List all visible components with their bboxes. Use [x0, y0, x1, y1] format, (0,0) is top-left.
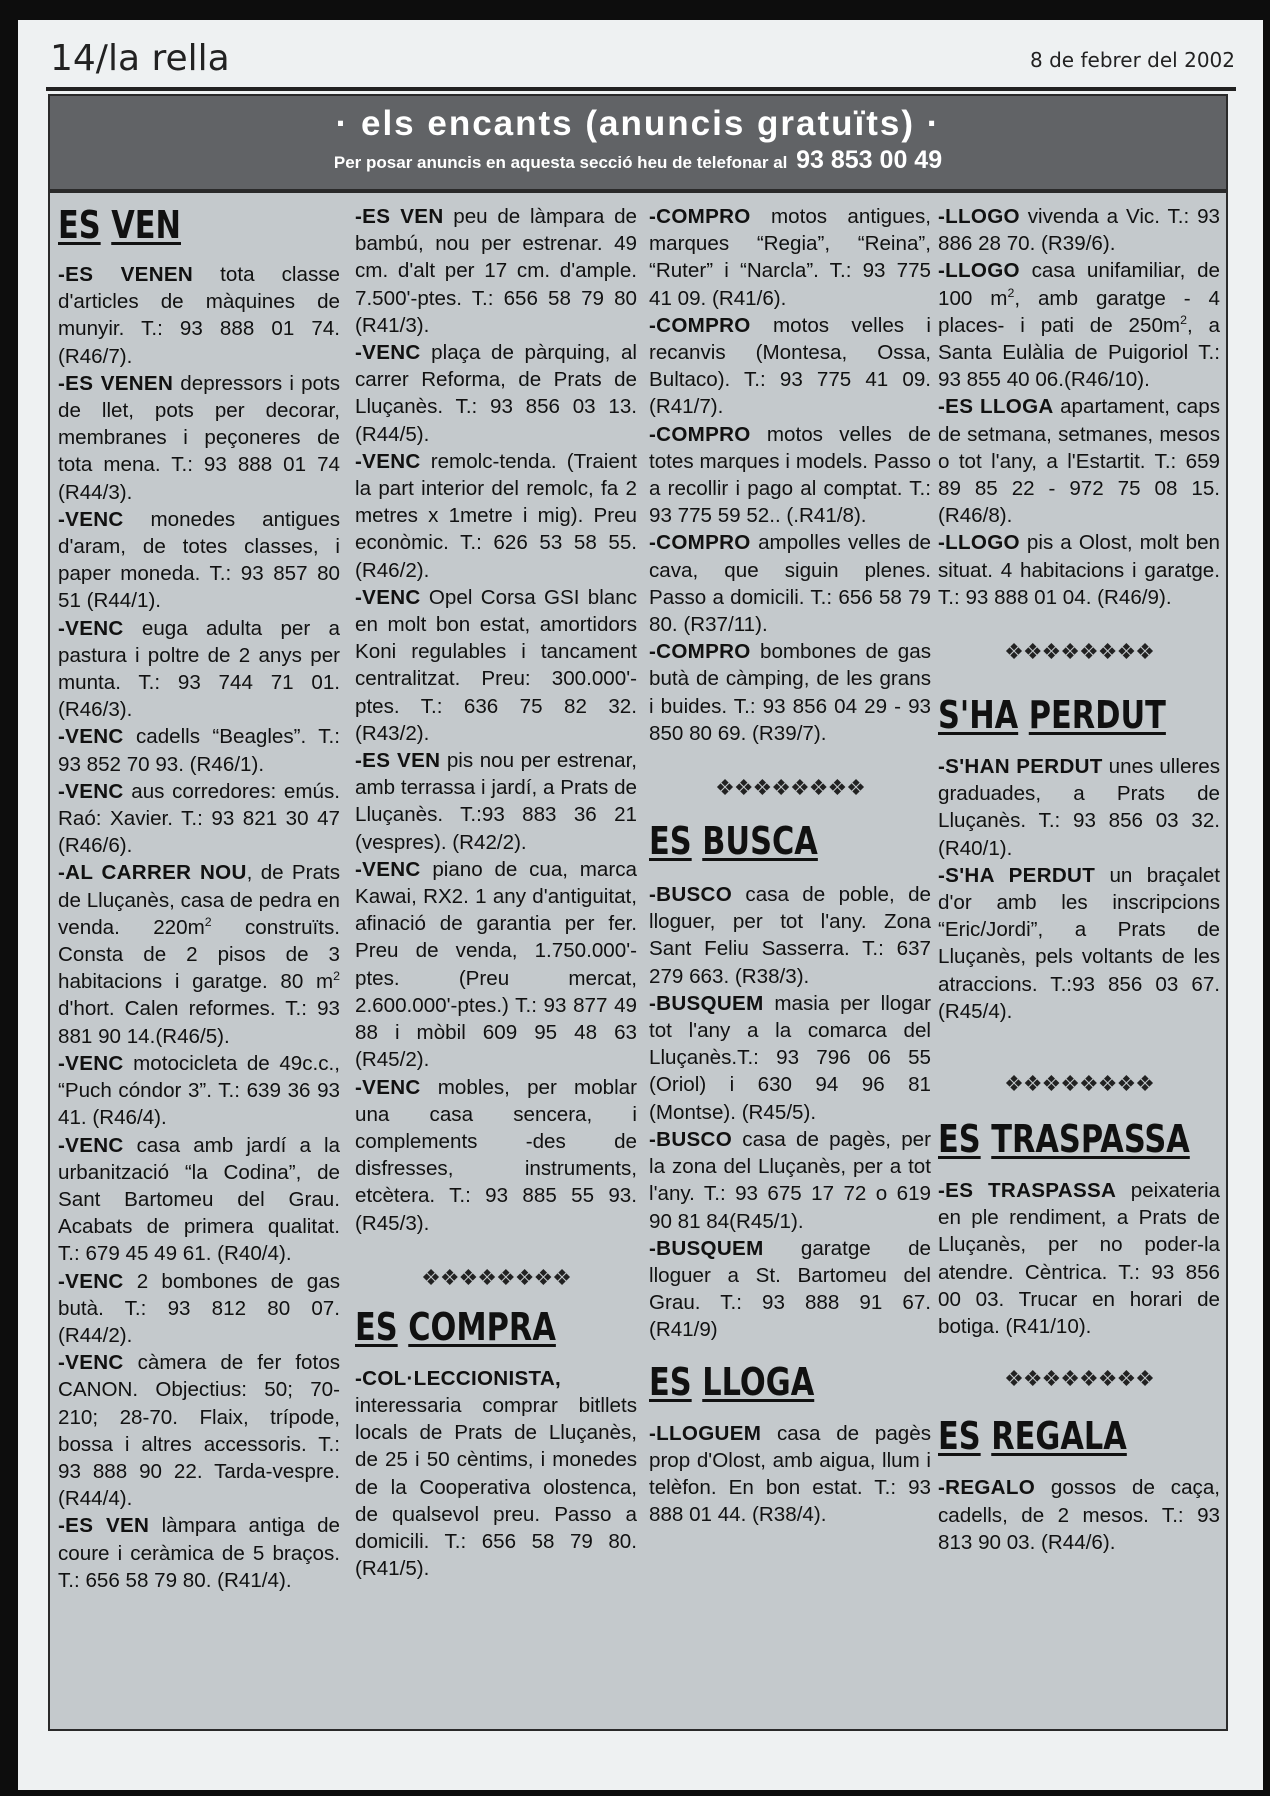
classified-ad: [938, 753, 1220, 862]
ad-text: Opel Corsa GSI blanc en molt bon estat, amortidors Koni regulables i tancament centralitzat. Preu: 300.000'- ptes. T.: 636 75 82 32. (R43/2).: [355, 585, 637, 745]
classified-ad: [649, 1126, 931, 1235]
page-number: 14/la rella: [50, 38, 230, 79]
section-title-es-busca: [649, 819, 875, 863]
ad-text: remolc-tenda. (Traient la part interior del remolc, fa 2 metres x 1metre i mig). Preu econòmic. T.: 626 53 58 55. (R46/2).: [355, 449, 637, 582]
classified-ad: [649, 312, 931, 421]
classified-ad: [938, 862, 1220, 1025]
ad-text: pis nou per estrenar, amb terrassa i jardí, a Prats de Lluçanès. T.:93 883 36 21 (vespres). (R42/2).: [355, 749, 638, 854]
issue-date: 8 de febrer del 2002: [1030, 48, 1235, 72]
section-title-word: BUSCA: [702, 819, 818, 864]
ad-keyword: -ES LLOGA: [938, 395, 1054, 419]
classified-ad: [649, 1235, 931, 1344]
ad-text: motos velles de totes marques i models. Passo a recollir i pago al comptat. T.: 93 775 59 52.. (.R41/8).: [649, 422, 931, 528]
classified-ad: [355, 1074, 637, 1237]
classified-ad: [938, 393, 1220, 529]
ad-keyword: -VENC: [58, 616, 124, 640]
ad-text: mobles, per moblar una casa sencera, i complements -des de disfresses, instruments, etcètera. T.: 93 885 55 93. (R45/3).: [355, 1075, 637, 1235]
section-title-word: ES: [649, 1359, 692, 1404]
classified-ad: [355, 1365, 637, 1583]
ad-text: casa de pagès, per la zona del Lluçanès, per a tot l'any. T.: 93 675 17 72 o 619 90 81 84(R45/1).: [649, 1127, 931, 1233]
ad-keyword: -BUSQUEM: [649, 991, 764, 1015]
classified-ad: [58, 1512, 340, 1594]
ad-text: masia per llogar tot l'any a la comarca del Lluçanès.T.: 93 796 06 55 (Oriol) i 630 94 96 81 (Montse). (R45/5).: [649, 991, 931, 1124]
ad-text: cadells “Beagles”. T.: 93 852 70 93. (R46/1).: [58, 725, 340, 776]
ad-keyword: -VENC: [58, 725, 124, 749]
ad-text: làmpara antiga de coure i ceràmica de 5 braços. T.: 656 58 79 80. (R41/4).: [58, 1514, 340, 1592]
ad-text: , de Prats de Lluçanès, casa de pedra en venda. $220m^2$ construïts. Consta de 2 pisos de 3 habitacions i garatge. 80 $m^2$ d'hort. Calen reformes. T.: 93 881 90 14.(R46/5).: [58, 861, 340, 1048]
ad-text: gossos de caça, cadells, de 2 mesos. T.: 93 813 90 03. (R44/6).: [938, 1476, 1220, 1554]
classified-ad: [58, 1132, 340, 1268]
ad-text: un braçalet d'or amb les inscripcions “Eric/Jordi”, a Prats de Lluçanès, pels voltants de les atraccions. T.:93 856 03 67. (R45/4).: [938, 863, 1220, 1023]
ad-text: motos antigues, marques “Regia”, “Reina”, “Ruter” i “Narcla”. T.: 93 775 41 09. (R41/6).: [649, 205, 931, 310]
ad-keyword: -VENC: [58, 1351, 124, 1375]
ad-text: peu de làmpara de bambú, nou per estrenar. 49 cm. d'alt per 17 cm. d'ample. 7.500'-ptes. T.: 656 58 79 80 (R41/3).: [355, 205, 638, 337]
ad-text: ampolles velles de cava, que siguin plenes. Passo a domicili. T.: 656 58 79 80. (R37/11).: [649, 531, 931, 637]
ad-keyword: -VENC: [58, 1051, 124, 1075]
ad-keyword: -BUSCO: [649, 1127, 733, 1151]
section-title-word: COMPRA: [408, 1304, 556, 1349]
classified-ad: [355, 448, 637, 584]
ad-text: motos velles i recanvis (Montesa, Ossa, Bultaco). T.: 93 775 41 09.(R41/7).: [649, 313, 931, 419]
section-banner: [48, 94, 1228, 191]
ad-keyword: -COMPRO: [649, 640, 751, 664]
ad-text: monedes antigues d'aram, de totes classes, i paper moneda. T.: 93 857 80 51 (R44/1).: [58, 507, 340, 613]
newspaper-page: [18, 20, 1263, 1790]
ad-text: vivenda a Vic. T.: 93 886 28 70. (R39/6).: [938, 205, 1220, 256]
classified-ad: [649, 421, 931, 530]
section-title-es-regala: [938, 1414, 1164, 1458]
ad-text: bombones de gas butà de càmping, de les grans i buides. T.: 93 856 04 29 - 93 850 80 69. (R39/7).: [649, 640, 931, 745]
classified-ad: [355, 339, 637, 448]
column-3: [649, 193, 931, 1528]
ad-keyword: -VENC: [58, 779, 124, 803]
header-rule: [46, 87, 1236, 91]
classified-ad: [58, 1349, 340, 1512]
classified-ad: [938, 1474, 1220, 1556]
ad-keyword: -ES VENEN: [58, 263, 194, 286]
ad-list: [938, 1177, 1220, 1340]
classified-ad: [355, 747, 637, 856]
section-title-es-ven: [58, 203, 284, 247]
classified-ad: [58, 723, 340, 777]
ad-keyword: -ES VENEN: [58, 371, 174, 395]
ad-keyword: -VENC: [58, 1133, 124, 1157]
ad-text: 2 bombones de gas butà. T.: 93 812 80 07. (R44/2).: [58, 1269, 340, 1347]
classified-ad: [355, 584, 637, 747]
section-title-es-lloga: [649, 1360, 875, 1404]
section-title-word: LLOGA: [702, 1359, 815, 1404]
section-title-word: REGALA: [991, 1414, 1127, 1459]
ad-keyword: -VENC: [355, 341, 421, 365]
section-title-word: ES: [938, 1117, 981, 1162]
classified-ad: [649, 881, 931, 990]
ad-text: casa de pagès prop d'Olost, amb aigua, llum i telèfon. En bon estat. T.: 93 888 01 44. (R38/4).: [649, 1421, 931, 1527]
classified-ad: [58, 370, 340, 506]
ad-text: apartament, caps de setmana, setmanes, mesos o tot l'any, a l'Estartit. T.: 659 89 85 22 - 972 75 08 15. (R46/8).: [938, 395, 1221, 528]
classifieds-box: [48, 191, 1228, 1731]
classified-ad: [938, 203, 1220, 257]
ad-text: plaça de pàrquing, al carrer Reforma, de Prats de Lluçanès. T.: 93 856 03 13. (R44/5).: [355, 341, 637, 446]
ad-text: depressors i pots de llet, pots per decorar, membranes i peçoneres de tota mena. T.: 93 888 01 74 (R44/3).: [58, 371, 340, 504]
ad-keyword: -ES VEN: [355, 205, 444, 228]
diamond-ornament-icon: ❖❖❖❖❖❖❖❖: [1004, 1071, 1154, 1097]
ad-text: garatge de lloguer a St. Bartomeu del Grau. T.: 93 888 91 67. (R41/9): [649, 1236, 931, 1342]
column-4: [938, 193, 1220, 1556]
classified-ad: [649, 638, 931, 747]
classified-ad: [58, 261, 340, 370]
ad-text: casa amb jardí a la urbanització “la Codina”, de Sant Bartomeu del Grau. Acabats de primera qualitat. T.: 679 45 49 61. (R40/4).: [58, 1133, 340, 1266]
ad-list: [938, 753, 1220, 1025]
ad-keyword: -VENC: [355, 1075, 421, 1099]
classified-ad: [58, 778, 340, 860]
ad-keyword: -COMPRO: [649, 205, 751, 228]
section-title-es-compra: [355, 1305, 581, 1349]
ad-keyword: -ES VEN: [355, 749, 441, 773]
ad-keyword: -COL·LECCIONISTA,: [355, 1366, 562, 1390]
ad-list: [355, 1365, 637, 1583]
ad-list: [649, 881, 931, 1343]
ad-text: interessaria comprar bitllets locals de Prats de Lluçanès, de 25 i 50 cèntims, i monedes de la Cooperativa olostenca, de qualsevol preu. Passo a domicili. T.: 656 58 79 80. (R41/5).: [355, 1393, 637, 1581]
classified-ad: [649, 529, 931, 638]
classified-ad: [649, 990, 931, 1126]
ad-text: peixateria en ple rendiment, a Prats de Lluçanès, per no poder-la atendre. Cèntrica. T.: 93 856 00 03. Trucar en horari de botiga. (R41/10).: [938, 1179, 1221, 1339]
ad-keyword: -VENC: [355, 449, 421, 473]
ad-keyword: -LLOGO: [938, 259, 1020, 283]
ad-keyword: -COMPRO: [649, 313, 751, 337]
column-1: [58, 193, 340, 1594]
ad-text: càmera de fer fotos CANON. Objectius: 50; 70-210; 28-70. Flaix, trípode, bossa i altres accessoris. T.: 93 888 90 22. Tarda-vespre. (R44/4).: [58, 1351, 340, 1511]
ad-text: casa de poble, de lloguer, per tot l'any. Zona Sant Feliu Sasserra. T.: 637 279 663. (R38/3).: [649, 883, 931, 988]
ad-keyword: -ES TRASPASSA: [938, 1179, 1117, 1203]
classified-ad: [58, 1050, 340, 1132]
ad-keyword: -S'HAN PERDUT: [938, 755, 1103, 779]
ad-keyword: -COMPRO: [649, 422, 751, 446]
ad-text: piano de cua, marca Kawai, RX2. 1 any d'antiguitat, afinació de garantia per fer. Preu de venda, 1.750.000'-ptes. (Preu mercat, 2.600.000'-ptes.) T.: 93 877 49 88 i mòbil 609 95 48 63 (R45/2).: [355, 857, 637, 1072]
ad-text: euga adulta per a pastura i poltre de 2 anys per munta. T.: 93 744 71 01. (R46/3).: [58, 616, 340, 722]
classified-ad: [58, 859, 340, 1049]
diamond-ornament-icon: ❖❖❖❖❖❖❖❖: [1004, 639, 1154, 665]
ad-text: unes ulleres graduades, a Prats de Lluçanès. T.: 93 856 03 32. (R40/1).: [938, 755, 1221, 860]
diamond-ornament-icon: ❖❖❖❖❖❖❖❖: [715, 775, 865, 801]
ad-list: [649, 1420, 931, 1529]
ad-list: [355, 203, 637, 1237]
banner-instructions: Per posar anuncis en aquesta secció heu de telefonar al: [333, 153, 788, 172]
ad-list: [938, 203, 1220, 611]
ad-keyword: -ES VEN: [58, 1514, 150, 1538]
section-title-word: PERDUT: [1028, 693, 1166, 738]
classified-ad: [938, 257, 1220, 393]
ad-text: casa unifamiliar, de 100 $m^2$, amb garatge - 4 places- i pati de $250m^2$, a Santa Eulàlia de Puigoriol T.: 93 855 40 06.(R46/10).: [938, 259, 1220, 392]
ad-keyword: -BUSCO: [649, 883, 733, 907]
ad-list: [938, 1474, 1220, 1556]
section-title-word: S'HA: [938, 693, 1019, 738]
ad-keyword: -REGALO: [938, 1476, 1036, 1500]
section-title-word: ES: [938, 1414, 981, 1459]
section-title-sha-perdut: [938, 693, 1164, 737]
ad-keyword: -LLOGO: [938, 205, 1020, 228]
section-title-word: VEN: [111, 203, 181, 247]
ad-text: tota classe d'articles de màquines de munyir. T.: 93 888 01 74. (R46/7).: [58, 263, 340, 368]
banner-title: · els encants (anuncis gratuïts) ·: [335, 104, 941, 143]
section-title-word: ES: [355, 1304, 398, 1349]
classified-ad: [58, 1268, 340, 1350]
ad-text: motocicleta de 49c.c., “Puch cóndor 3”. T.: 639 36 93 41. (R46/4).: [58, 1051, 340, 1130]
section-title-es-traspassa: [938, 1117, 1190, 1162]
banner-subtitle: [50, 146, 1226, 175]
ad-list: [58, 261, 340, 1594]
classified-ad: [355, 856, 637, 1074]
section-title-word: ES: [649, 819, 692, 864]
ad-list: [649, 203, 931, 747]
classified-ad: [58, 615, 340, 724]
ad-keyword: -AL CARRER NOU: [58, 861, 247, 885]
classified-ad: [649, 1420, 931, 1529]
column-2: [355, 193, 637, 1582]
classified-ad: [355, 203, 637, 339]
ad-text: pis a Olost, molt ben situat. 4 habitacions i garatge. T.: 93 888 01 04. (R46/9).: [938, 531, 1220, 609]
section-title-word: TRASPASSA: [991, 1117, 1190, 1162]
section-title-word: ES: [58, 203, 101, 247]
classified-ad: [649, 203, 931, 312]
ad-keyword: -LLOGO: [938, 531, 1020, 555]
classified-ad: [938, 529, 1220, 611]
ad-keyword: -LLOGUEM: [649, 1421, 762, 1445]
ad-keyword: -VENC: [355, 585, 421, 609]
ad-text: aus corredores: emús. Raó: Xavier. T.: 93 821 30 47 (R46/6).: [58, 779, 340, 858]
diamond-ornament-icon: ❖❖❖❖❖❖❖❖: [421, 1264, 571, 1290]
ad-keyword: -BUSQUEM: [649, 1236, 764, 1260]
ad-keyword: -COMPRO: [649, 531, 751, 555]
ad-keyword: -VENC: [58, 507, 124, 531]
ad-keyword: -VENC: [355, 857, 421, 881]
banner-phone: 93 853 00 49: [796, 146, 943, 174]
ad-keyword: -VENC: [58, 1269, 124, 1293]
ad-keyword: -S'HA PERDUT: [938, 863, 1096, 887]
diamond-ornament-icon: ❖❖❖❖❖❖❖❖: [1004, 1366, 1154, 1392]
classified-ad: [58, 506, 340, 615]
classified-ad: [938, 1177, 1220, 1340]
